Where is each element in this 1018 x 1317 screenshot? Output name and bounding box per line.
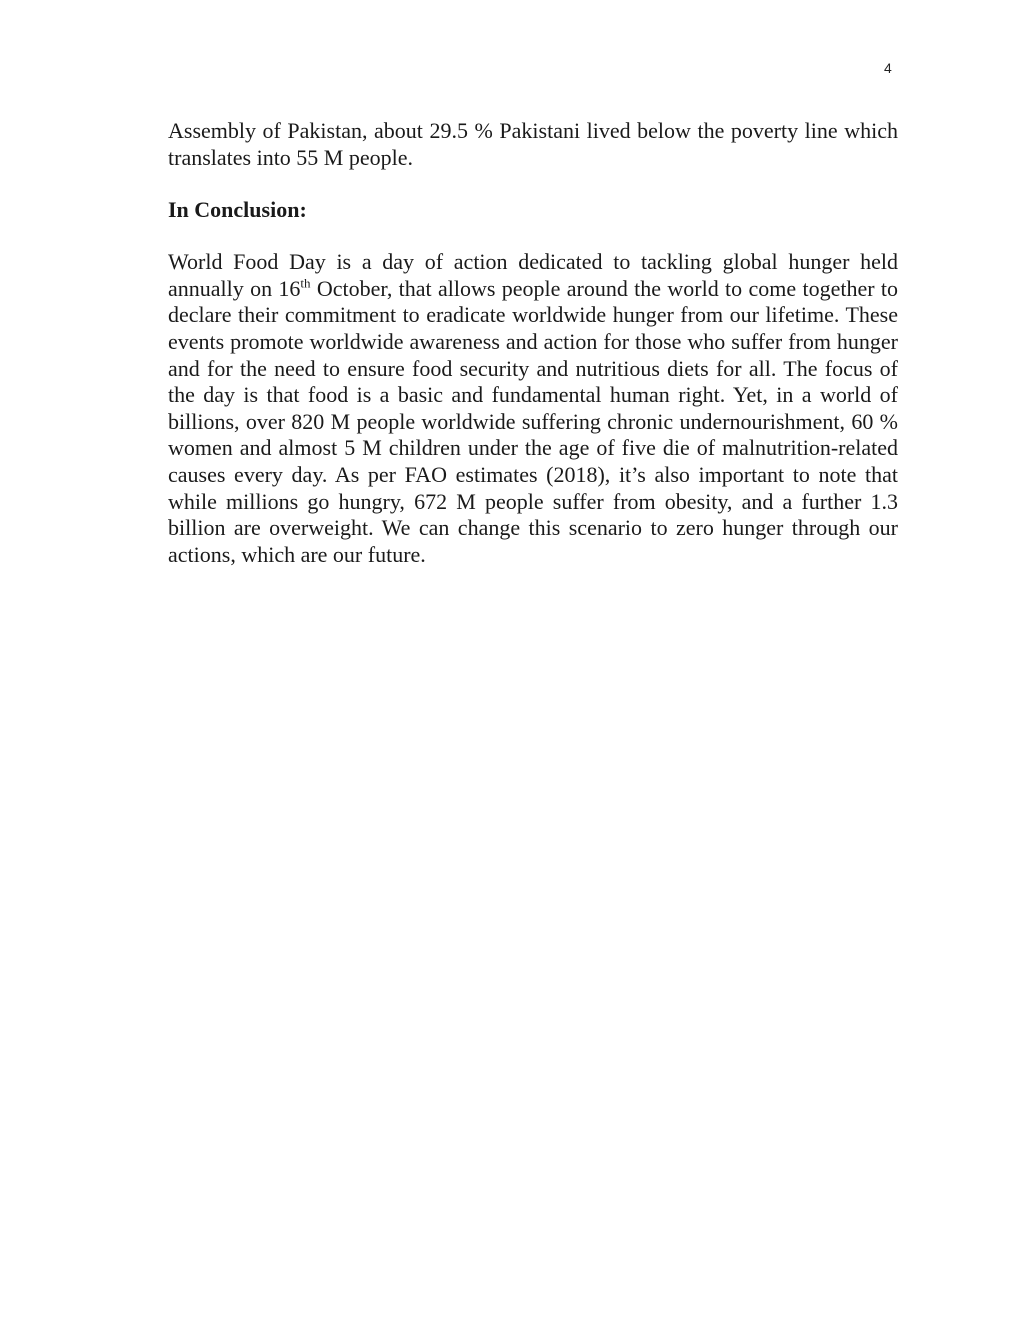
ordinal-superscript: th (300, 275, 311, 291)
page-content (168, 118, 898, 568)
conclusion-paragraph (168, 249, 898, 568)
continued-paragraph: Assembly of Pakistan, about 29.5 % Pakistani lived below the poverty line which translates into 55 M people. (168, 118, 898, 170)
section-heading: In Conclusion: (168, 197, 307, 223)
conclusion-text-part1: World Food Day is a day of action dedicated to tackling global hunger held annually on 16 (168, 249, 898, 301)
page-number: 4 (884, 60, 892, 76)
conclusion-text-part2: October, that allows people around the world to come together to declare their commitment to eradicate worldwide hunger from our lifetime. These events promote worldwide awareness and action for those who suffer from hunger and for the need to ensure food security and nutritious diets for all. The focus of the day is that food is a basic and fundamental human right. Yet, in a world of billions, over 820 M people worldwide suffering chronic undernourishment, 60 % women and almost 5 M children under the age of five die of malnutrition-related causes every day. As per FAO estimates (2018), it’s also important to note that while millions go hungry, 672 M people suffer from obesity, and a further 1.3 billion are overweight. We can change this scenario to zero hunger through our actions, which are our future. (168, 275, 898, 567)
